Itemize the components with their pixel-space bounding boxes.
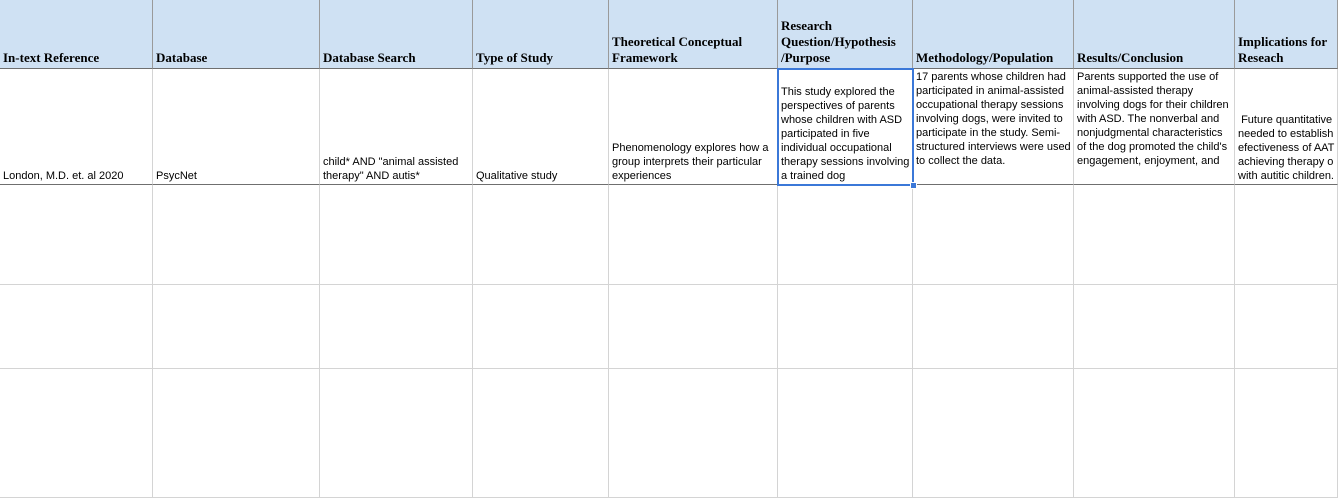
empty-cell[interactable] xyxy=(0,369,153,498)
cell-implications[interactable] xyxy=(1235,69,1338,185)
empty-cell[interactable] xyxy=(473,285,609,369)
cell-text: PsycNet xyxy=(156,170,197,182)
empty-cell[interactable] xyxy=(609,285,778,369)
empty-cell[interactable] xyxy=(0,285,153,369)
cell-results-conclusion[interactable] xyxy=(1074,69,1235,185)
cell-theoretical-framework[interactable] xyxy=(609,69,778,185)
header-theoretical-framework[interactable]: Theoretical Conceptual Framework xyxy=(609,0,778,69)
empty-cell[interactable] xyxy=(913,285,1074,369)
header-implications[interactable]: Implications for Reseach xyxy=(1235,0,1338,69)
empty-cell[interactable] xyxy=(778,285,913,369)
empty-cell[interactable] xyxy=(1235,285,1338,369)
empty-cell[interactable] xyxy=(1074,185,1235,285)
cell-text: Phenomenology explores how a group interprets their particular experiences xyxy=(612,142,769,182)
cell-text: Future quantitative needed to establish efectiveness of AAT achieving therapy o with autitic children. xyxy=(1238,114,1338,182)
empty-cell[interactable] xyxy=(320,185,473,285)
empty-cell[interactable] xyxy=(153,369,320,498)
header-database-search[interactable]: Database Search xyxy=(320,0,473,69)
cell-research-question-selected[interactable] xyxy=(778,69,913,185)
empty-cell[interactable] xyxy=(778,369,913,498)
empty-cell[interactable] xyxy=(913,369,1074,498)
header-results-conclusion[interactable]: Results/Conclusion xyxy=(1074,0,1235,69)
empty-cell[interactable] xyxy=(473,369,609,498)
cell-text: This study explored the perspectives of parents whose children with ASD participated in five individual occupational therapy sessions involving a trained dog xyxy=(781,86,910,182)
empty-cell[interactable] xyxy=(0,185,153,285)
fill-handle[interactable] xyxy=(910,182,917,189)
empty-cell[interactable] xyxy=(320,369,473,498)
empty-cell[interactable] xyxy=(1074,285,1235,369)
empty-cell[interactable] xyxy=(1074,369,1235,498)
header-research-question[interactable]: Research Question/Hypothesis /Purpose xyxy=(778,0,913,69)
empty-cell[interactable] xyxy=(1235,185,1338,285)
header-methodology-population[interactable]: Methodology/Population xyxy=(913,0,1074,69)
empty-cell[interactable] xyxy=(609,185,778,285)
empty-cell[interactable] xyxy=(609,369,778,498)
empty-cell[interactable] xyxy=(153,185,320,285)
cell-text: child* AND "animal assisted therapy" AND autis* xyxy=(323,156,459,182)
empty-cell[interactable] xyxy=(153,285,320,369)
empty-cell[interactable] xyxy=(913,185,1074,285)
cell-text: 17 parents whose children had participated in animal-assisted occupational therapy sessions involving dogs, were invited to participate in the study. Semi-structured interviews were used to collect the data. xyxy=(916,71,1071,167)
empty-cell[interactable] xyxy=(320,285,473,369)
cell-type-of-study[interactable] xyxy=(473,69,609,185)
cell-database-search[interactable] xyxy=(320,69,473,185)
empty-cell[interactable] xyxy=(473,185,609,285)
cell-database[interactable] xyxy=(153,69,320,185)
empty-cell[interactable] xyxy=(1235,369,1338,498)
cell-text: Qualitative study xyxy=(476,170,558,182)
header-database[interactable]: Database xyxy=(153,0,320,69)
cell-in-text-reference[interactable] xyxy=(0,69,153,185)
cell-text: Parents supported the use of animal-assisted therapy involving dogs for their children with ASD. The nonverbal and nonjudgmental characteristics of the dog promoted the child's engagement, enjoyment, and xyxy=(1077,71,1229,167)
cell-text: London, M.D. et. al 2020 xyxy=(3,170,124,182)
empty-cell[interactable] xyxy=(778,185,913,285)
cell-methodology-population[interactable] xyxy=(913,69,1074,185)
header-in-text-reference[interactable]: In-text Reference xyxy=(0,0,153,69)
header-type-of-study[interactable]: Type of Study xyxy=(473,0,609,69)
